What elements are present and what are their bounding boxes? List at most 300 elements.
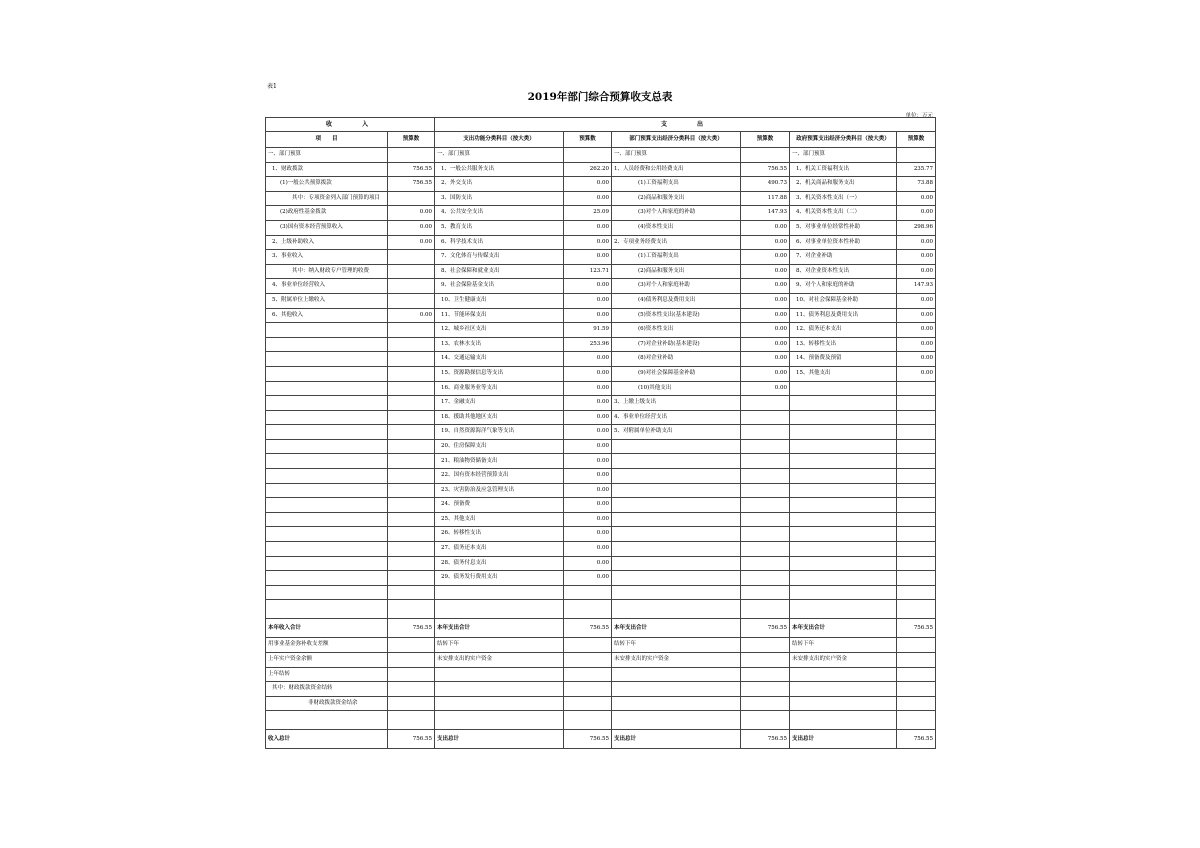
budget-cell xyxy=(388,571,435,586)
budget-cell xyxy=(388,527,435,542)
budget-cell: 0.00 xyxy=(564,366,612,381)
budget-cell: 0.00 xyxy=(741,235,790,250)
table-row xyxy=(266,191,936,206)
table-row xyxy=(266,730,936,749)
item-cell: 4、事业单位经营支出 xyxy=(612,410,741,425)
budget-cell: 0.00 xyxy=(564,220,612,235)
budget-cell xyxy=(897,396,936,411)
item-cell xyxy=(612,454,741,469)
item-cell: (10)其他支出 xyxy=(612,381,741,396)
budget-cell: 0.00 xyxy=(741,264,790,279)
budget-cell: 0.00 xyxy=(564,498,612,513)
budget-cell: 147.93 xyxy=(897,279,936,294)
budget-cell: 0.00 xyxy=(564,250,612,265)
budget-cell: 0.00 xyxy=(564,425,612,440)
budget-cell xyxy=(741,527,790,542)
item-cell xyxy=(612,498,741,513)
budget-cell xyxy=(897,425,936,440)
page-title: 2019年部门综合预算收支总表 xyxy=(527,91,673,103)
item-cell: 13、转移性支出 xyxy=(790,337,897,352)
item-cell: 2、机关商品和服务支出 xyxy=(790,177,897,192)
budget-cell xyxy=(897,696,936,711)
budget-cell: 0.00 xyxy=(897,352,936,367)
table-row xyxy=(266,235,936,250)
budget-cell: 0.00 xyxy=(564,483,612,498)
item-cell xyxy=(266,439,388,454)
budget-cell xyxy=(564,667,612,682)
dept-econ-class-header: 部门预算支出经济分类科目（按大类） xyxy=(612,132,741,148)
budget-cell: 0.00 xyxy=(564,177,612,192)
table-row xyxy=(266,600,936,619)
budget-cell xyxy=(897,498,936,513)
item-cell: (3)对个人和家庭补助 xyxy=(612,279,741,294)
item-cell: 12、债务还本支出 xyxy=(790,323,897,338)
func-class-header: 支出功能分类科目（按大类） xyxy=(435,132,564,148)
budget-cell xyxy=(388,323,435,338)
item-cell: 3、事业收入 xyxy=(266,250,388,265)
item-cell: 结转下年 xyxy=(790,638,897,653)
table-row xyxy=(266,439,936,454)
item-cell: 6、对事业单位资本性补助 xyxy=(790,235,897,250)
budget-cell xyxy=(388,250,435,265)
budget-cell: 25.09 xyxy=(564,206,612,221)
budget-cell xyxy=(388,264,435,279)
item-cell: 10、卫生健康支出 xyxy=(435,293,564,308)
item-cell: 未安排支出的实户资金 xyxy=(790,653,897,668)
item-cell: 6、其他收入 xyxy=(266,308,388,323)
item-cell: (1)工资福利支出 xyxy=(612,250,741,265)
budget-cell xyxy=(897,483,936,498)
item-cell: (2)政府性基金拨款 xyxy=(266,206,388,221)
unit-label: 单位：万元 xyxy=(905,113,933,119)
budget-cell xyxy=(897,667,936,682)
budget-cell xyxy=(388,498,435,513)
budget-cell: 0.00 xyxy=(564,410,612,425)
budget-cell: 756.55 xyxy=(388,177,435,192)
item-cell: 1、人员经费和公用经费支出 xyxy=(612,162,741,177)
item-cell: 16、商业服务业等支出 xyxy=(435,381,564,396)
budget-cell xyxy=(564,682,612,697)
item-cell: 一、部门预算 xyxy=(435,148,564,163)
budget-cell xyxy=(388,279,435,294)
item-cell: 28、债务付息支出 xyxy=(435,556,564,571)
item-cell xyxy=(790,571,897,586)
table-row xyxy=(266,366,936,381)
table-row xyxy=(266,323,936,338)
table-row xyxy=(266,250,936,265)
budget-cell xyxy=(741,454,790,469)
budget-cell xyxy=(388,396,435,411)
item-cell: 14、预备费及预留 xyxy=(790,352,897,367)
item-cell xyxy=(435,711,564,730)
budget-cell xyxy=(741,469,790,484)
item-cell: 结转下年 xyxy=(612,638,741,653)
item-cell: 5、对附属单位补助支出 xyxy=(612,425,741,440)
item-cell xyxy=(612,542,741,557)
budget-cell: 0.00 xyxy=(388,206,435,221)
table-row xyxy=(266,177,936,192)
budget-cell xyxy=(564,638,612,653)
item-cell xyxy=(612,667,741,682)
budget-cell: 147.93 xyxy=(741,206,790,221)
item-cell: 4、公共安全支出 xyxy=(435,206,564,221)
budget-cell: 0.00 xyxy=(564,571,612,586)
budget-cell xyxy=(897,527,936,542)
item-cell xyxy=(266,469,388,484)
budget-cell xyxy=(388,191,435,206)
budget-cell: 298.96 xyxy=(897,220,936,235)
budget-cell: 0.00 xyxy=(897,264,936,279)
item-cell xyxy=(435,696,564,711)
item-cell: 上年结转 xyxy=(266,667,388,682)
table-row xyxy=(266,585,936,600)
budget-cell xyxy=(564,711,612,730)
table-row xyxy=(266,542,936,557)
budget-cell xyxy=(388,667,435,682)
budget-cell xyxy=(388,600,435,619)
budget-cell: 0.00 xyxy=(388,308,435,323)
budget-cell: 73.88 xyxy=(897,177,936,192)
item-cell: 21、粮油物资储备支出 xyxy=(435,454,564,469)
item-cell: 未安排支出的实户资金 xyxy=(435,653,564,668)
budget-cell xyxy=(897,682,936,697)
budget-cell xyxy=(388,352,435,367)
budget-cell: 0.00 xyxy=(564,527,612,542)
budget-cell xyxy=(564,653,612,668)
item-cell xyxy=(612,512,741,527)
item-cell xyxy=(266,556,388,571)
budget-cell xyxy=(388,337,435,352)
item-cell: 2、外交支出 xyxy=(435,177,564,192)
budget-cell xyxy=(741,439,790,454)
item-header: 项 目 xyxy=(266,132,388,148)
budget-cell xyxy=(741,410,790,425)
item-cell: (1)一般公共预算拨款 xyxy=(266,177,388,192)
item-cell: 6、科学技术支出 xyxy=(435,235,564,250)
item-cell: (5)资本性支出(基本建设) xyxy=(612,308,741,323)
budget-cell: 756.55 xyxy=(897,730,936,749)
table-row xyxy=(266,308,936,323)
budget-cell xyxy=(388,653,435,668)
budget-cell xyxy=(388,483,435,498)
item-cell: 1、一般公共服务支出 xyxy=(435,162,564,177)
item-cell: 1、财政拨款 xyxy=(266,162,388,177)
budget-cell xyxy=(388,512,435,527)
item-cell xyxy=(790,381,897,396)
item-cell xyxy=(612,600,741,619)
budget-cell: 0.00 xyxy=(564,512,612,527)
budget-cell xyxy=(741,667,790,682)
budget-cell xyxy=(741,585,790,600)
budget-cell: 0.00 xyxy=(741,279,790,294)
budget-cell: 0.00 xyxy=(564,469,612,484)
budget-cell xyxy=(741,682,790,697)
item-cell: 24、预备费 xyxy=(435,498,564,513)
budget-cell xyxy=(388,696,435,711)
item-cell xyxy=(266,711,388,730)
item-cell xyxy=(266,600,388,619)
table-row xyxy=(266,206,936,221)
table-row xyxy=(266,410,936,425)
item-cell xyxy=(790,439,897,454)
budget-cell xyxy=(897,556,936,571)
budget-cell: 0.00 xyxy=(897,366,936,381)
item-cell: 本年收入合计 xyxy=(266,619,388,638)
budget-cell: 0.00 xyxy=(897,235,936,250)
budget-cell: 0.00 xyxy=(564,396,612,411)
budget-cell xyxy=(897,711,936,730)
item-cell xyxy=(435,682,564,697)
budget-cell: 756.55 xyxy=(741,162,790,177)
item-cell: 一、部门预算 xyxy=(790,148,897,163)
budget-cell: 756.55 xyxy=(741,730,790,749)
item-cell xyxy=(266,527,388,542)
item-cell xyxy=(612,682,741,697)
item-cell: (7)对企业补助(基本建设) xyxy=(612,337,741,352)
item-cell: (1)工资福利支出 xyxy=(612,177,741,192)
item-cell: 11、节能环保支出 xyxy=(435,308,564,323)
budget-cell: 0.00 xyxy=(564,454,612,469)
item-cell: 9、对个人和家庭的补助 xyxy=(790,279,897,294)
item-cell xyxy=(266,585,388,600)
item-cell: 支出总计 xyxy=(612,730,741,749)
item-cell xyxy=(790,454,897,469)
budget-cell xyxy=(741,638,790,653)
item-cell: 8、对企业资本性支出 xyxy=(790,264,897,279)
budget-table xyxy=(265,117,936,749)
table-row xyxy=(266,711,936,730)
budget-cell: 0.00 xyxy=(564,439,612,454)
item-cell xyxy=(435,600,564,619)
item-cell: (3)对个人和家庭的补助 xyxy=(612,206,741,221)
budget-cell: 0.00 xyxy=(564,352,612,367)
table-row xyxy=(266,556,936,571)
budget-cell xyxy=(388,366,435,381)
budget-cell: 490.73 xyxy=(741,177,790,192)
item-cell: 支出总计 xyxy=(790,730,897,749)
budget-cell: 756.55 xyxy=(564,730,612,749)
table-row xyxy=(266,425,936,440)
item-cell: 23、灾害防治及应急管理支出 xyxy=(435,483,564,498)
item-cell xyxy=(612,556,741,571)
item-cell xyxy=(790,600,897,619)
budget-cell: 0.00 xyxy=(564,293,612,308)
item-cell xyxy=(612,439,741,454)
budget-cell: 0.00 xyxy=(741,293,790,308)
table-label: 表1 xyxy=(267,83,277,90)
budget-header: 预算数 xyxy=(897,132,936,148)
item-cell: 3、机关资本性支出（一） xyxy=(790,191,897,206)
item-cell xyxy=(790,483,897,498)
item-cell xyxy=(612,469,741,484)
item-cell: 12、城乡社区支出 xyxy=(435,323,564,338)
budget-cell: 756.55 xyxy=(741,619,790,638)
item-cell: 8、社会保障和就业支出 xyxy=(435,264,564,279)
table-row xyxy=(266,498,936,513)
item-cell: 5、教育支出 xyxy=(435,220,564,235)
table-row xyxy=(266,696,936,711)
item-cell: 14、交通运输支出 xyxy=(435,352,564,367)
budget-cell xyxy=(741,396,790,411)
item-cell: (9)对社会保障基金补助 xyxy=(612,366,741,381)
budget-cell xyxy=(741,696,790,711)
item-cell xyxy=(790,542,897,557)
budget-cell: 0.00 xyxy=(388,220,435,235)
item-cell: 26、转移性支出 xyxy=(435,527,564,542)
item-cell: 2、上级补助收入 xyxy=(266,235,388,250)
item-cell: 15、其他支出 xyxy=(790,366,897,381)
item-cell xyxy=(790,682,897,697)
item-cell: (2)商品和服务支出 xyxy=(612,191,741,206)
item-cell: (4)资本性支出 xyxy=(612,220,741,235)
item-cell: 本年支出合计 xyxy=(612,619,741,638)
item-cell: 5、对事业单位经常性补助 xyxy=(790,220,897,235)
budget-cell xyxy=(897,410,936,425)
table-row xyxy=(266,653,936,668)
table-row xyxy=(266,337,936,352)
budget-cell xyxy=(388,439,435,454)
item-cell: 17、金融支出 xyxy=(435,396,564,411)
item-cell: 一、部门预算 xyxy=(266,148,388,163)
item-cell xyxy=(790,512,897,527)
budget-cell: 0.00 xyxy=(564,235,612,250)
item-cell: 27、债务还本支出 xyxy=(435,542,564,557)
income-header: 收 入 xyxy=(266,118,435,132)
budget-cell xyxy=(564,696,612,711)
item-cell xyxy=(266,483,388,498)
item-cell: (4)债务利息及费用支出 xyxy=(612,293,741,308)
item-cell: 未安排支出的实户资金 xyxy=(612,653,741,668)
budget-header: 预算数 xyxy=(564,132,612,148)
table-row xyxy=(266,352,936,367)
item-cell xyxy=(266,366,388,381)
budget-cell xyxy=(897,653,936,668)
table-row xyxy=(266,148,936,163)
table-row xyxy=(266,396,936,411)
table-row xyxy=(266,469,936,484)
table-row xyxy=(266,571,936,586)
item-cell: 19、自然资源海洋气象等支出 xyxy=(435,425,564,440)
item-cell xyxy=(612,711,741,730)
item-cell xyxy=(790,556,897,571)
item-cell xyxy=(266,323,388,338)
item-cell: 7、对企业补助 xyxy=(790,250,897,265)
item-cell: 11、债务利息及费用支出 xyxy=(790,308,897,323)
item-cell: 5、附属单位上缴收入 xyxy=(266,293,388,308)
item-cell: 7、文化体育与传媒支出 xyxy=(435,250,564,265)
budget-cell: 756.55 xyxy=(897,619,936,638)
budget-cell xyxy=(564,585,612,600)
budget-cell xyxy=(741,425,790,440)
item-cell xyxy=(266,542,388,557)
budget-cell xyxy=(741,711,790,730)
item-cell xyxy=(612,571,741,586)
item-cell xyxy=(790,469,897,484)
item-cell xyxy=(790,696,897,711)
budget-cell xyxy=(741,542,790,557)
budget-cell: 0.00 xyxy=(564,556,612,571)
item-cell xyxy=(612,483,741,498)
table-row xyxy=(266,638,936,653)
item-cell: 4、机关资本性支出（二） xyxy=(790,206,897,221)
item-cell: 1、机关工资福利支出 xyxy=(790,162,897,177)
budget-cell xyxy=(388,542,435,557)
budget-cell xyxy=(741,498,790,513)
item-cell: (3)国有资本经营预算收入 xyxy=(266,220,388,235)
item-cell: 10、对社会保障基金补助 xyxy=(790,293,897,308)
table-row xyxy=(266,527,936,542)
header-row-1 xyxy=(266,118,936,132)
budget-cell xyxy=(388,585,435,600)
budget-cell xyxy=(564,600,612,619)
budget-cell xyxy=(897,439,936,454)
budget-cell xyxy=(897,469,936,484)
table-row xyxy=(266,682,936,697)
budget-cell xyxy=(897,512,936,527)
budget-cell xyxy=(897,571,936,586)
item-cell xyxy=(435,667,564,682)
budget-cell xyxy=(388,638,435,653)
item-cell: (2)商品和服务支出 xyxy=(612,264,741,279)
budget-cell: 0.00 xyxy=(564,542,612,557)
table-row xyxy=(266,162,936,177)
budget-cell: 0.00 xyxy=(897,323,936,338)
budget-cell: 117.88 xyxy=(741,191,790,206)
budget-cell: 235.77 xyxy=(897,162,936,177)
budget-cell xyxy=(741,653,790,668)
budget-cell: 0.00 xyxy=(897,308,936,323)
budget-cell xyxy=(741,600,790,619)
item-cell xyxy=(266,498,388,513)
item-cell: 上年实户资金余额 xyxy=(266,653,388,668)
budget-cell xyxy=(897,381,936,396)
table-row xyxy=(266,619,936,638)
budget-cell xyxy=(388,148,435,163)
table-row xyxy=(266,454,936,469)
item-cell xyxy=(266,425,388,440)
budget-cell: 91.59 xyxy=(564,323,612,338)
budget-cell xyxy=(388,454,435,469)
item-cell: 收入总计 xyxy=(266,730,388,749)
budget-cell xyxy=(741,483,790,498)
budget-cell xyxy=(388,410,435,425)
budget-cell: 0.00 xyxy=(897,293,936,308)
item-cell: 15、资源勘探信息等支出 xyxy=(435,366,564,381)
item-cell: 结转下年 xyxy=(435,638,564,653)
table-row xyxy=(266,220,936,235)
budget-cell xyxy=(388,711,435,730)
item-cell xyxy=(790,396,897,411)
budget-cell xyxy=(741,556,790,571)
item-cell xyxy=(435,585,564,600)
item-cell: 22、国有资本经营预算支出 xyxy=(435,469,564,484)
item-cell: 18、援助其他地区支出 xyxy=(435,410,564,425)
item-cell: 25、其他支出 xyxy=(435,512,564,527)
item-cell: 一、部门预算 xyxy=(612,148,741,163)
budget-cell: 756.55 xyxy=(388,730,435,749)
budget-cell: 253.96 xyxy=(564,337,612,352)
budget-cell: 0.00 xyxy=(741,220,790,235)
item-cell xyxy=(790,667,897,682)
budget-cell xyxy=(741,148,790,163)
budget-cell: 0.00 xyxy=(897,206,936,221)
item-cell: (8)对企业补助 xyxy=(612,352,741,367)
table-row xyxy=(266,264,936,279)
budget-cell xyxy=(388,682,435,697)
item-cell xyxy=(266,396,388,411)
budget-cell xyxy=(388,381,435,396)
item-cell xyxy=(266,410,388,425)
